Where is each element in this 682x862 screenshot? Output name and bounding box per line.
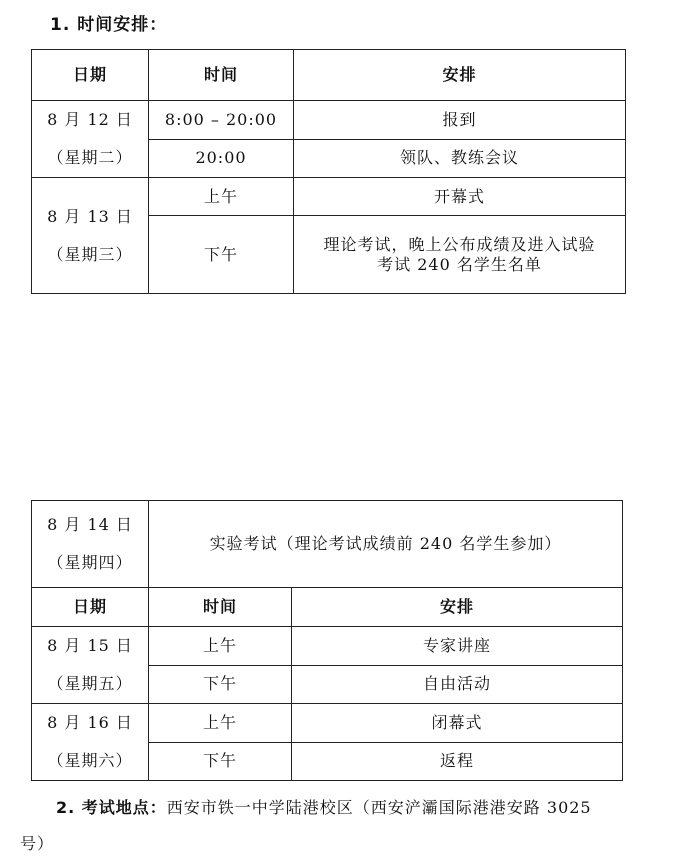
table-row: [32, 501, 623, 588]
header-plan: 安排: [292, 588, 623, 627]
plan-cell: 领队、教练会议: [294, 139, 626, 178]
time-cell: 上午: [149, 178, 294, 216]
plan-line-2: 考试 240 名学生名单: [377, 254, 542, 274]
exam-location-text: 西安市铁一中学陆港校区（西安浐灞国际港港安路 3025: [166, 798, 592, 817]
plan-cell: 报到: [294, 101, 626, 140]
plan-cell: 闭幕式: [292, 704, 623, 743]
time-cell: 上午: [149, 627, 292, 666]
date-text: 8 月 12 日: [47, 110, 133, 129]
date-cell: [32, 627, 149, 704]
exam-location-continuation: 号）: [20, 834, 55, 853]
weekday-text: （星期四）: [47, 553, 133, 572]
exam-location-label: 2. 考试地点：: [56, 798, 167, 817]
date-cell: [32, 178, 149, 294]
table-row: [32, 178, 626, 216]
weekday-text: （星期二）: [47, 148, 133, 167]
date-text: 8 月 16 日: [47, 713, 133, 732]
plan-cell: 自由活动: [292, 665, 623, 704]
weekday-text: （星期五）: [47, 674, 133, 693]
header-time: 时间: [149, 50, 294, 101]
table-row: [32, 704, 623, 743]
table-row: [32, 101, 626, 140]
time-cell: 上午: [149, 704, 292, 743]
header-plan: 安排: [294, 50, 626, 101]
schedule-table-1: [31, 49, 626, 294]
date-cell: [32, 501, 149, 588]
date-text: 8 月 13 日: [47, 206, 133, 226]
exam-location-paragraph: [20, 790, 660, 862]
time-cell: 8:00 – 20:00: [149, 101, 294, 140]
plan-cell: 实验考试（理论考试成绩前 240 名学生参加）: [149, 501, 623, 588]
time-cell: 下午: [149, 216, 294, 294]
date-text: 8 月 15 日: [47, 636, 133, 655]
table-row: [32, 627, 623, 666]
date-cell: [32, 704, 149, 781]
weekday-text: （星期三）: [47, 244, 133, 264]
time-cell: 下午: [149, 742, 292, 781]
header-time: 时间: [149, 588, 292, 627]
date-text: 8 月 14 日: [47, 515, 133, 534]
plan-cell: [294, 216, 626, 294]
header-date: 日期: [32, 588, 149, 627]
plan-line-1: 理论考试，晚上公布成绩及进入试验: [323, 234, 596, 254]
header-date: 日期: [32, 50, 149, 101]
table-header-row: [32, 50, 626, 101]
plan-cell: 开幕式: [294, 178, 626, 216]
time-cell: 20:00: [149, 139, 294, 178]
schedule-table-2: [31, 500, 623, 781]
weekday-text: （星期六）: [47, 751, 133, 770]
date-cell: [32, 101, 149, 178]
plan-cell: 专家讲座: [292, 627, 623, 666]
schedule-heading: 1. 时间安排：: [50, 15, 168, 35]
time-cell: 下午: [149, 665, 292, 704]
table-header-row: [32, 588, 623, 627]
plan-cell: 返程: [292, 742, 623, 781]
